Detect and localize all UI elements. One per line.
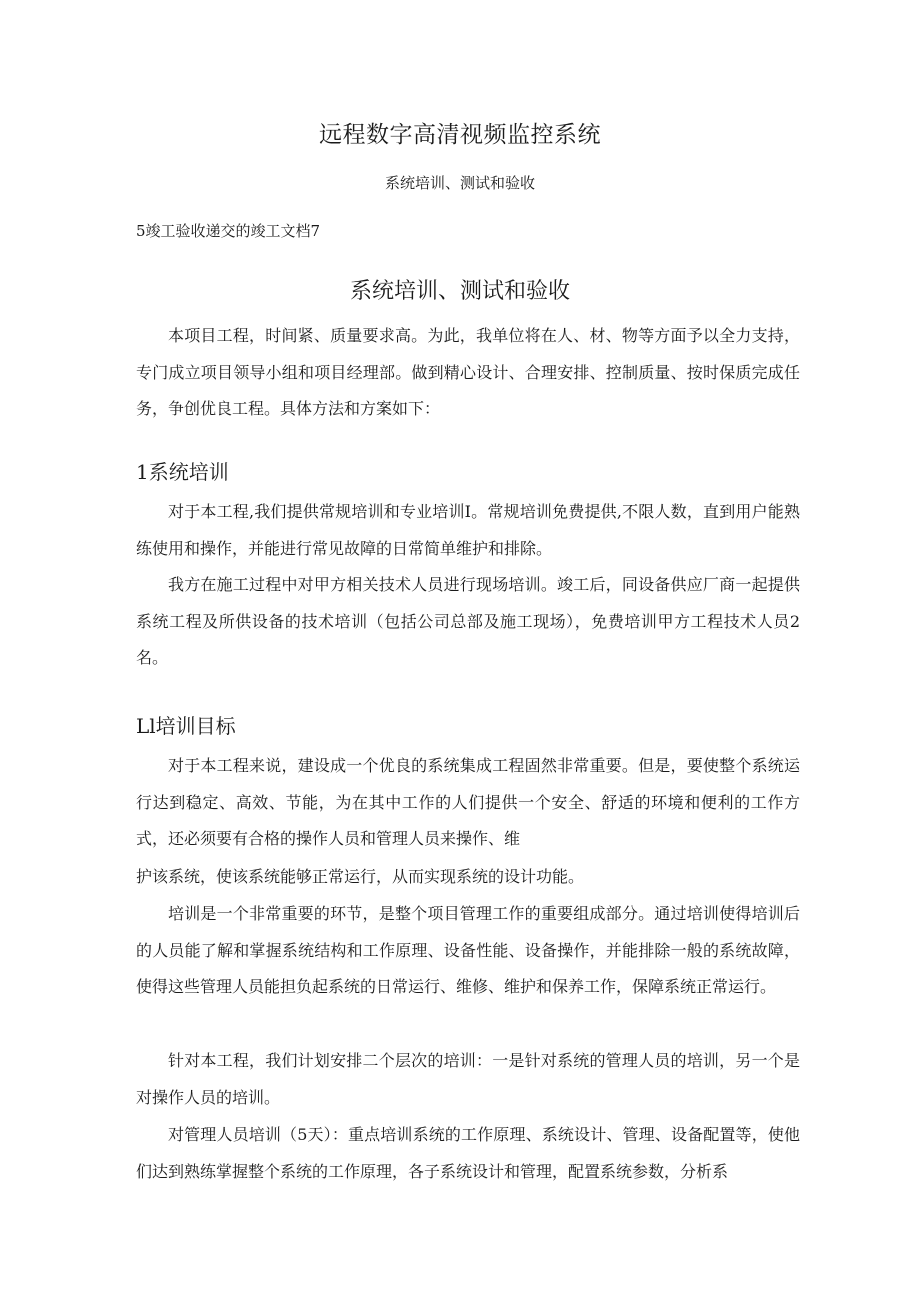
paragraph-training-goals: 对于本工程来说，建设成一个优良的系统集成工程固然非常重要。但是，要使整个系统运行达到稳定、高效、节能，为在其中工作的人们提供一个安全、舒适的环境和便利的工作方式，还必须要有合格的操作人员和管理人员来操作、维 [136,756,800,848]
toc-entry: 5竣工验收递交的竣工文档7 [136,222,321,240]
heading-system-training: 1系统培训 [136,460,229,484]
intro-paragraph: 本项目工程，时间紧、质量要求高。为此，我单位将在人、材、物等方面予以全力支持，专门成立项目领导小组和项目经理部。做到精心设计、合理安排、控制质量、按时保质完成任务，争创优良工程。具体方法和方案如下： [136,326,800,418]
paragraph-training-importance: 培训是一个非常重要的环节，是整个项目管理工作的重要组成部分。通过培训使得培训后的人员能了解和掌握系统结构和工作原理、设备性能、设备操作，并能排除一般的系统故障，使得这些管理人员能担负起系统的日常运行、维修、维护和保养工作，保障系统正常运行。 [136,904,800,996]
paragraph-manager-training: 对管理人员培训（5天）：重点培训系统的工作原理、系统设计、管理、设备配置等，使他们达到熟练掌握整个系统的工作原理，各子系统设计和管理，配置系统参数，分析系 [136,1125,800,1181]
paragraph-training-offer: 对于本工程,我们提供常规培训和专业培训I。常规培训免费提供,不限人数，直到用户能熟练使用和操作，并能进行常见故障的日常简单维护和排除。 [136,502,800,558]
paragraph-training-goals-continued: 护该系统，使该系统能够正常运行，从而实现系统的设计功能。 [136,867,585,886]
document-title: 远程数字高清视频监控系统 [319,122,601,148]
section-title: 系统培训、测试和验收 [349,279,570,304]
heading-training-goals: Ll培训目标 [136,714,236,738]
paragraph-training-levels: 针对本工程，我们计划安排二个层次的培训：一是针对系统的管理人员的培训，另一个是对操作人员的培训。 [136,1051,800,1107]
paragraph-onsite-training: 我方在施工过程中对甲方相关技术人员进行现场培训。竣工后，同设备供应厂商一起提供系统工程及所供设备的技术培训（包括公司总部及施工现场），免费培训甲方工程技术人员2名。 [136,575,800,667]
document-subtitle: 系统培训、测试和验收 [384,174,535,192]
